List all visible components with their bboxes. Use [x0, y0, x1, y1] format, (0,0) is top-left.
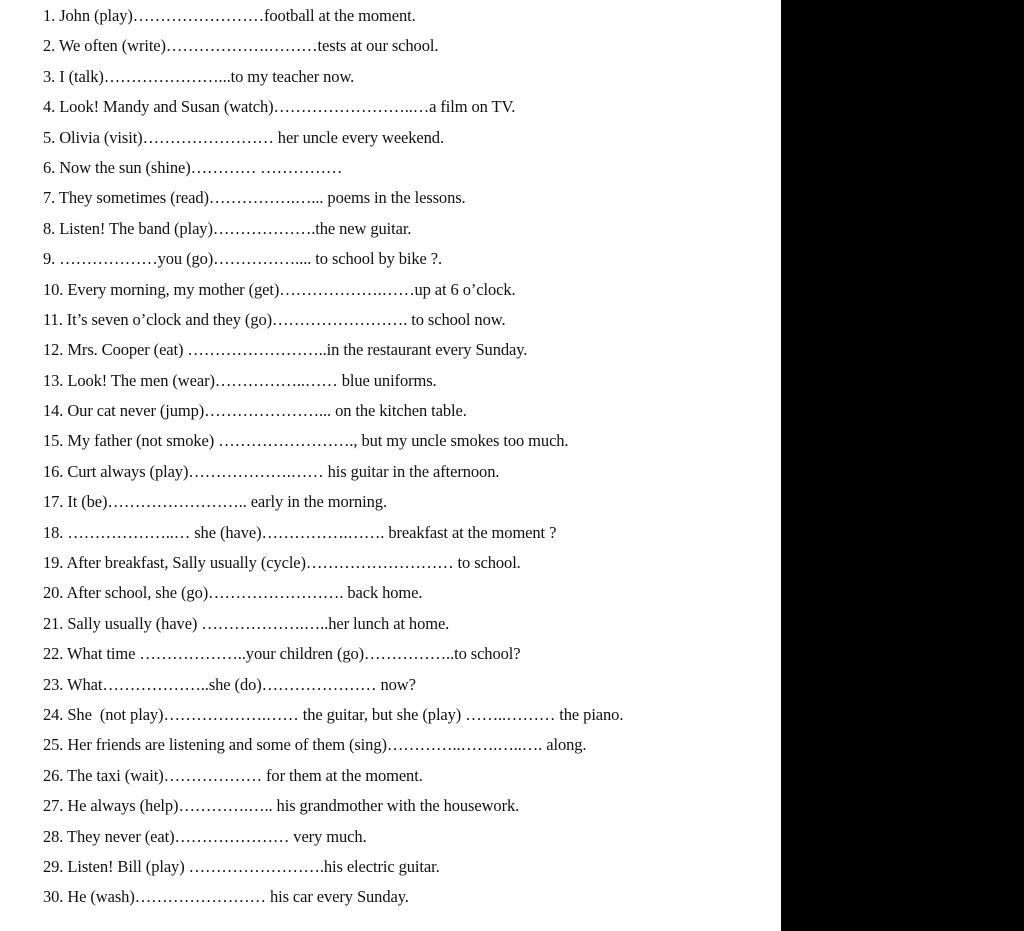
exercise-item-24: 24. She (not play)……………….…… the guitar, but she (play) ……..……… the piano. [43, 704, 624, 724]
exercise-item-26: 26. The taxi (wait)……………… for them at the moment. [43, 765, 423, 785]
exercise-item-27: 27. He always (help)………….….. his grandmother with the housework. [43, 796, 520, 816]
exercise-item-28: 28. They never (eat)………………… very much. [43, 826, 367, 846]
exercise-item-1: 1. John (play)……………………football at the moment. [43, 6, 416, 25]
exercise-item-20: 20. After school, she (go)……………………. back home. [43, 583, 423, 603]
exercise-item-18: 18. ………………..… she (have)…………….……. breakfast at the moment ? [43, 522, 557, 542]
exercise-item-19: 19. After breakfast, Sally usually (cycle)……………………… to school. [43, 553, 521, 573]
exercise-item-3: 3. I (talk)…………………...to my teacher now. [43, 66, 355, 86]
exercise-item-16: 16. Curt always (play)……………….…… his guitar in the afternoon. [43, 461, 500, 481]
exercise-item-10: 10. Every morning, my mother (get)……………….……up at 6 o’clock. [43, 279, 516, 299]
exercise-item-23: 23. What………………..she (do)………………… now? [43, 674, 416, 694]
exercise-item-5: 5. Olivia (visit)…………………… her uncle every weekend. [43, 127, 444, 147]
exercise-item-12: 12. Mrs. Cooper (eat) ……………………..in the restaurant every Sunday. [43, 340, 528, 360]
exercise-item-13: 13. Look! The men (wear)……………..…… blue uniforms. [43, 370, 437, 390]
exercise-item-4: 4. Look! Mandy and Susan (watch)……………………..…a film on TV. [43, 97, 516, 117]
exercise-item-8: 8. Listen! The band (play)……………….the new guitar. [43, 218, 412, 238]
exercise-item-7: 7. They sometimes (read)…………….…... poems in the lessons. [43, 188, 466, 208]
exercise-item-21: 21. Sally usually (have) ……………….…..her lunch at home. [43, 613, 450, 633]
exercise-item-15: 15. My father (not smoke) ……………………., but my uncle smokes too much. [43, 431, 569, 451]
exercise-item-6: 6. Now the sun (shine)………… …………… [43, 157, 343, 177]
exercise-item-11: 11. It’s seven o’clock and they (go)……………………. to school now. [43, 309, 506, 329]
dark-side-margin [781, 0, 1024, 931]
exercise-item-30: 30. He (wash)…………………… his car every Sunday. [43, 887, 409, 907]
exercise-item-2: 2. We often (write)……………….………tests at our school. [43, 36, 439, 56]
exercise-item-9: 9. ………………you (go)…………….... to school by bike ?. [43, 249, 443, 269]
exercise-item-29: 29. Listen! Bill (play) …………………….his electric guitar. [43, 856, 440, 876]
exercise-list [43, 1, 623, 913]
exercise-item-25: 25. Her friends are listening and some of them (sing)…………..…….…..…. along. [43, 735, 587, 755]
exercise-item-22: 22. What time ………………..your children (go)……………..to school? [43, 644, 521, 664]
exercise-item-14: 14. Our cat never (jump)…………………... on the kitchen table. [43, 401, 467, 421]
exercise-item-17: 17. It (be)…………………….. early in the morning. [43, 492, 387, 512]
